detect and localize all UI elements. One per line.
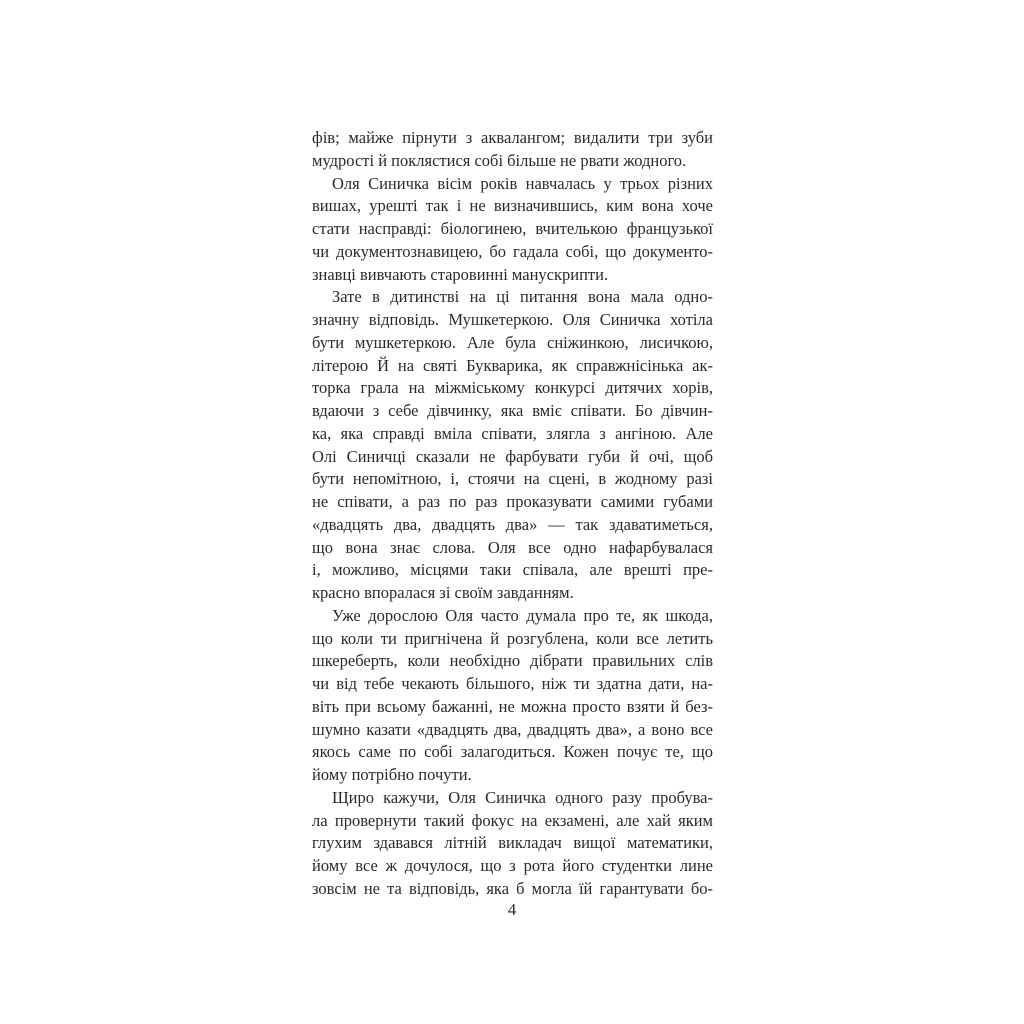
text-line: шкереберть, коли необхідно дібрати правильних слів <box>312 651 713 671</box>
text-line: фів; майже пірнути з аквалангом; видалити три зуби <box>312 128 713 147</box>
text-line: якось саме по собі залагодиться. Кожен почує те, що <box>312 742 713 762</box>
page-number: 4 <box>507 900 517 919</box>
text-line: не співати, а раз по раз проказувати самими губами <box>312 492 713 511</box>
text-line: знавці вивчають старовинні манускрипти. <box>312 264 609 284</box>
text-line: красно впоралася зі своїм завданням. <box>312 583 574 602</box>
text-line: шумно казати «двадцять два, двадцять два», а воно все <box>312 719 713 739</box>
text-line: йому потрібно почути. <box>312 765 472 784</box>
text-line: мудрості й поклястися собі більше не рвати жодного. <box>312 150 687 170</box>
text-line: Уже дорослою Оля часто думала про те, як шкода, <box>332 605 713 625</box>
text-line: бути мушкетеркою. Але була сніжинкою, лисичкою, <box>312 332 713 352</box>
text-line: що коли ти пригнічена й розгублена, коли все летить <box>312 628 713 648</box>
text-line: стати насправді: біологинею, вчителькою французької <box>312 219 713 238</box>
text-line: віть при всьому бажанні, не можна просто взяти й без- <box>312 696 713 716</box>
text-line: ка, яка справді вміла співати, злягла з ангіною. Але <box>312 423 713 443</box>
text-line: вдаючи з себе дівчинку, яка вміє співати. Бо дівчин- <box>312 401 713 420</box>
page-body-text <box>312 127 713 901</box>
text-line: бути непомітною, і, стоячи на сцені, в жодному разі <box>312 469 713 489</box>
text-line: торка грала на міжміському конкурсі дитячих хорів, <box>312 378 713 398</box>
text-line: Щиро кажучи, Оля Синичка одного разу пробува- <box>332 787 713 807</box>
text-line: Зате в дитинстві на ці питання вона мала одно- <box>332 287 713 307</box>
text-line: зовсім не та відповідь, яка б могла їй гарантувати бо- <box>312 878 713 898</box>
text-line: значну відповідь. Мушкетеркою. Оля Синичка хотіла <box>312 310 713 329</box>
text-line: чи від тебе чекають більшого, ніж ти здатна дати, на- <box>312 674 713 693</box>
text-line: ла провернути такий фокус на екзамені, але хай яким <box>312 810 713 830</box>
text-line: літерою Й на святі Букварика, як справжнісінька ак- <box>312 355 713 375</box>
text-line: «двадцять два, двадцять два» — так здаватиметься, <box>312 514 713 534</box>
text-line: Олі Синичці сказали не фарбувати губи й очі, щоб <box>312 446 713 466</box>
text-line: що вона знає слова. Оля все одно нафарбувалася <box>312 537 713 557</box>
text-line: йому все ж дочулося, що з рота його студентки лине <box>312 856 713 875</box>
text-line: вишах, урешті так і не визначившись, ким вона хоче <box>312 196 713 216</box>
text-line: глухим здавався літній викладач вищої математики, <box>312 833 713 853</box>
text-line: і, можливо, місцями таки співала, але врешті пре- <box>312 560 713 580</box>
text-line: чи документознавицею, бо гадала собі, що документо- <box>312 241 713 261</box>
text-line: Оля Синичка вісім років навчалась у трьох різних <box>332 173 713 193</box>
